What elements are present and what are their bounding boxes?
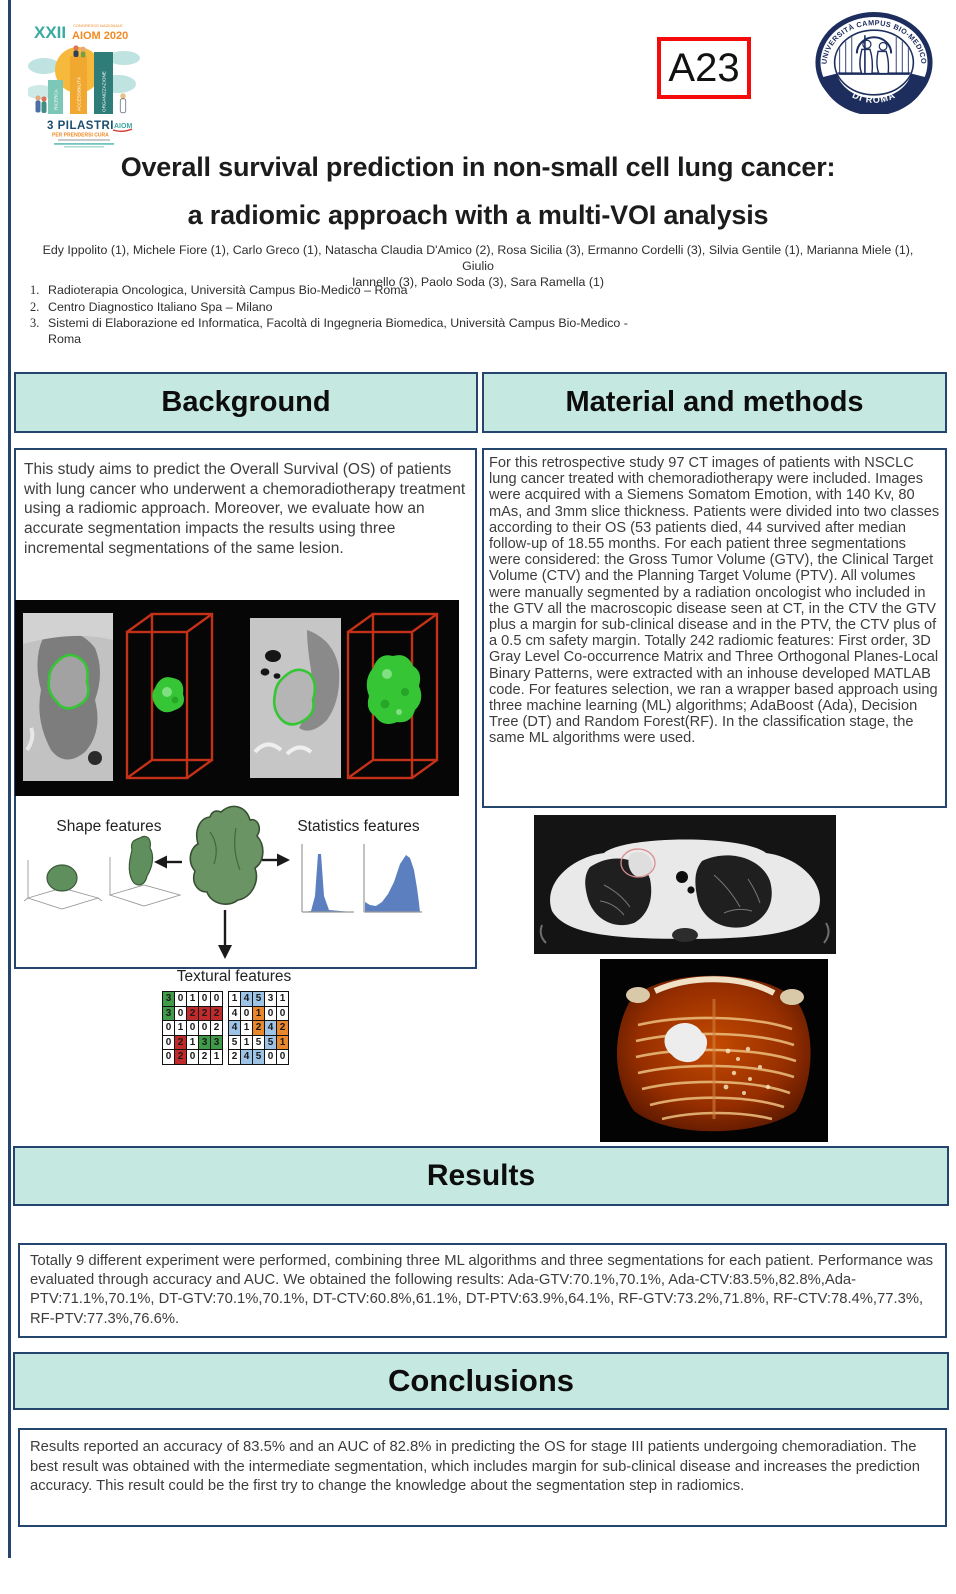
textural-grid-cell: 5	[253, 1036, 264, 1050]
textural-grid-cell: 3	[163, 1007, 174, 1021]
conclusions-body-text: Results reported an accuracy of 83.5% and an AUC of 82.8% in predicting the OS for stage III patients undergoing chemoradiation. The best result was obtained with the intermediate segmentation, which includes margin for sub-clinical disease and increases the prediction accuracy. This result could be the first try to change the knowledge about the segmentation step in radiomics.	[30, 1439, 920, 1494]
pillar-label-ricerca: RICERCA	[53, 89, 59, 110]
textural-grid-cell: 5	[265, 1036, 276, 1050]
textural-grid-cell: 1	[175, 1021, 186, 1035]
poster-title-line1: Overall survival prediction in non-small cell lung cancer:	[120, 152, 836, 182]
background-section-header: Background	[14, 372, 478, 433]
arrow-left	[154, 856, 182, 869]
textural-grid-cell: 2	[199, 1007, 210, 1021]
textural-grid-cell: 0	[277, 1007, 288, 1021]
features-diagram-graphics	[14, 798, 459, 963]
textural-grid-cell: 0	[163, 1050, 174, 1064]
seal-arc-text: UNIVERSITÀ CAMPUS BIO-MEDICO	[819, 18, 929, 65]
textural-grid-cell: 0	[199, 1021, 210, 1035]
histogram-1	[302, 844, 354, 912]
textural-grid-cell: 5	[253, 1050, 264, 1064]
methods-section-header: Material and methods	[482, 372, 947, 433]
textural-grid-cell: 0	[187, 1050, 198, 1064]
textural-grid-cell: 2	[175, 1036, 186, 1050]
textural-grid-cell: 1	[253, 1007, 264, 1021]
congress-small-text: CONGRESSO NAZIONALE	[73, 23, 123, 28]
results-text-box	[18, 1243, 947, 1338]
affiliation-item: 3. Sistemi di Elaborazione ed Informatica, Facoltà di Ingegneria Biomedica, Università Campus Bio-Medico - Roma	[30, 316, 628, 346]
aiom-mini-mark: AIOM	[114, 123, 133, 130]
textural-grid-cell: 0	[277, 1050, 288, 1064]
textural-grid-cell: 1	[241, 1021, 252, 1035]
textural-grid-cell: 0	[163, 1021, 174, 1035]
results-body-text: Totally 9 different experiment were performed, combining three ML algorithms and three segmentations for each patient. Performance was evaluated through accuracy and AUC. We obtained the following results: Ada-GTV:70.1%,70.1%, Ada-CTV:83.5%,82.8%,Ada-PTV:71.1%,70.1%, DT-GTV:70.1%,70.1%, DT-CTV:60.8%,61.1%, DT-PTV:63.9%,64.1%, RF-GTV:73.2%,71.8%, RF-CTV:78.4%,77.3%, RF-PTV:77.3%,76.6%.	[30, 1253, 934, 1327]
textural-grid-cell: 2	[199, 1050, 210, 1064]
conclusions-section-header: Conclusions	[13, 1352, 949, 1410]
affiliation-item: 1. Radioterapia Oncologica, Università Campus Bio-Medico – Roma	[30, 283, 408, 297]
textural-grid-cell: 5	[229, 1036, 240, 1050]
pillar-label-accessibilita: ACCESSIBILITÀ	[76, 76, 82, 111]
ct-slice-2	[250, 618, 341, 778]
ct-slice-1	[23, 613, 113, 781]
textural-grid-cell: 3	[199, 1036, 210, 1050]
ribcage-3d-rendering	[600, 959, 828, 1142]
axial-ct-image	[534, 815, 836, 954]
textural-grid-cell: 3	[265, 992, 276, 1006]
textural-grid-cell: 0	[187, 1021, 198, 1035]
textural-grid-cell: 0	[241, 1007, 252, 1021]
background-body-text: This study aims to predict the Overall Survival (OS) of patients with lung cancer who underwent a chemoradiotherapy treatment using a radiomic approach. Moreover, we evaluate how an accurate segmentation impacts the results using three incremental segmentations of the same lesion.	[24, 461, 466, 557]
statistics-features-label: Statistics features	[297, 818, 420, 835]
textural-grid-cell: 5	[253, 992, 264, 1006]
textural-grid-cell: 1	[187, 1036, 198, 1050]
textural-grid-cell: 0	[175, 1007, 186, 1021]
pillars-title: 3 PILASTRI	[47, 120, 114, 132]
textural-grid-cell: 4	[241, 992, 252, 1006]
shape-blob-2	[129, 836, 152, 884]
congress-name-year: AIOM 2020	[72, 30, 129, 42]
results-section-header: Results	[13, 1146, 949, 1206]
histogram-2	[364, 844, 422, 912]
arrow-down	[218, 910, 232, 959]
textural-grid-cell: 2	[277, 1021, 288, 1035]
textural-grid-left	[162, 991, 223, 1065]
conclusions-text-box	[18, 1428, 947, 1527]
textural-grid-cell: 4	[229, 1007, 240, 1021]
affiliation-item: 2. Centro Diagnostico Italiano Spa – Milano	[30, 299, 273, 314]
textural-grid-cell: 4	[241, 1050, 252, 1064]
affiliations-list	[30, 283, 650, 348]
congress-roman-numeral: XXII	[34, 23, 67, 42]
textural-grid-cell: 1	[229, 992, 240, 1006]
radiomic-features-diagram	[14, 798, 459, 1072]
textural-features-label: Textural features	[176, 968, 292, 985]
textural-grid-cell: 0	[265, 1007, 276, 1021]
textural-grid-cell: 2	[211, 1021, 222, 1035]
arrow-right	[262, 854, 290, 867]
textural-grid-cell: 1	[211, 1050, 222, 1064]
textural-grid-cell: 2	[187, 1007, 198, 1021]
methods-text-box	[482, 448, 947, 808]
ct-segmentation-panel	[15, 600, 459, 796]
authors-line2: Iannello (3), Paolo Soda (3), Sara Ramella (1)	[351, 274, 605, 289]
university-seal-logo	[814, 11, 934, 114]
pillars-subtitle: PER PRENDERSI CURA	[52, 132, 109, 139]
textural-grid-cell: 0	[265, 1050, 276, 1064]
textural-grid-cell: 1	[187, 992, 198, 1006]
textural-grid-cell: 0	[199, 992, 210, 1006]
textural-grid-cell: 2	[253, 1021, 264, 1035]
textural-grid-cell: 0	[163, 1036, 174, 1050]
seal-bottom-text: DI ROMA	[850, 89, 898, 105]
textural-grid-cell: 1	[277, 1036, 288, 1050]
textural-grid-cell: 1	[277, 992, 288, 1006]
textural-grid-cell: 3	[163, 992, 174, 1006]
poster-code-badge	[657, 37, 751, 99]
textural-grid-cell: 3	[211, 1036, 222, 1050]
left-border-rule	[8, 0, 11, 1558]
methods-body-text: For this retrospective study 97 CT images of patients with NSCLC lung cancer treated with chemoradiotherapy were included. Images were acquired with a Siemens Somatom Emotion, with 140 Kv, 80 mAs, and 3mm slice thickness. Patients were divided into two classes according to their OS (53 patients died, 44 survived after median follow-up of 18.55 months. For each patient three segmentations were considered: the Gross Tumor Volume (GTV), the Clinical Target Volume (CTV) and the Planning Target Volume (PTV). All volumes were manually segmented by a radiation oncologist who included in the GTV all the macroscopic disease seen at CT, in the CTV the GTV plus a margin for sub-clinical disease and in the PTV, the CTV plus of a 0.5 cm safety margin. Totally 242 radiomic features: First order, 3D Gray Level Co-occurrence Matrix and Three Orthogonal Planes-Local Binary Patterns, were extracted with an inhouse developed MATLAB code. For features selection, we ran a wrapper based approach using three machine learning (ML) algorithms; AdaBoost (Ada), Decision Tree (DT) and Random Forest(RF). In the classification stage, the same ML algorithms were used.	[489, 455, 940, 747]
textural-grid-right	[228, 991, 289, 1065]
poster-code: A23	[668, 45, 740, 90]
textural-grid-cell: 2	[211, 1007, 222, 1021]
textural-grid-cell: 0	[175, 992, 186, 1006]
aiom-congress-logo	[28, 14, 140, 148]
central-tumor-blob	[190, 806, 263, 904]
shape-features-label: Shape features	[56, 818, 162, 835]
poster-title-line2: a radiomic approach with a multi-VOI analysis	[187, 200, 769, 230]
textural-grid-cell: 1	[241, 1036, 252, 1050]
pillar-label-organizzazione: ORGANIZZAZIONE	[101, 71, 107, 112]
authors-line1: Edy Ippolito (1), Michele Fiore (1), Carlo Greco (1), Natascha Claudia D'Amico (2), Rosa Sicilia (3), Ermanno Cordelli (3), Silvia Gentile (1), Marianna Miele (1), Giulio	[42, 243, 914, 273]
textural-grid-cell: 2	[229, 1050, 240, 1064]
textural-grid-cell: 4	[265, 1021, 276, 1035]
textural-grid-cell: 0	[211, 992, 222, 1006]
textural-grid-cell: 2	[175, 1050, 186, 1064]
textural-grid-cell: 4	[229, 1021, 240, 1035]
